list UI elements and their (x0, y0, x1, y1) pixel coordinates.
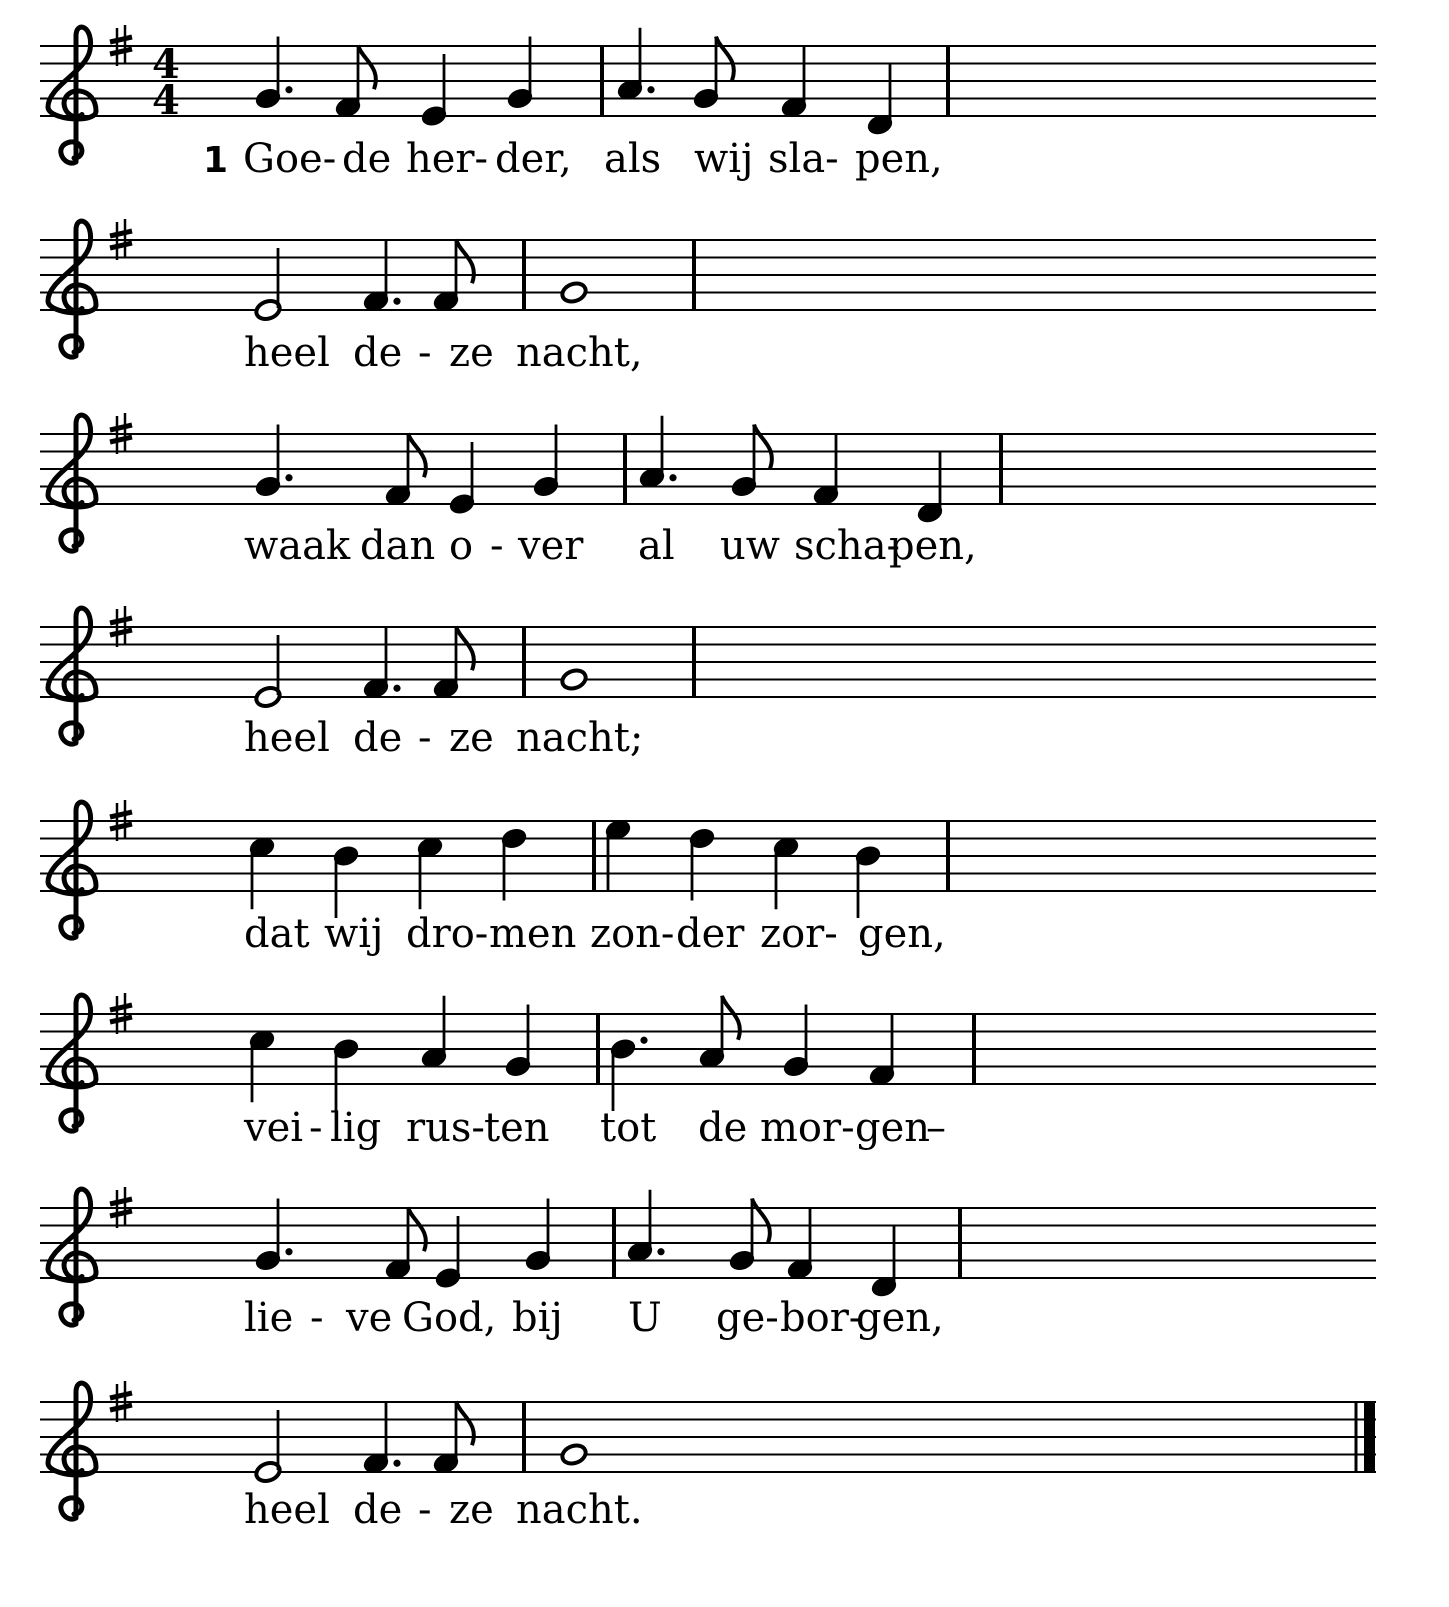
lyric-syllable: al (638, 523, 675, 569)
staff-system (40, 1381, 1376, 1533)
staff-system (40, 413, 1376, 569)
lyric-syllable: bij (512, 1295, 563, 1341)
note (866, 63, 894, 137)
note (560, 1442, 588, 1466)
augmentation-dot (669, 474, 676, 481)
note (362, 626, 401, 700)
lyric-syllable: o (449, 523, 474, 569)
lyric-syllable: her- (406, 136, 489, 182)
augmentation-dot (393, 298, 400, 305)
lyric-syllable: ver (518, 523, 584, 569)
flag (456, 239, 474, 283)
lyric-syllable: gen, (858, 911, 946, 957)
note (812, 433, 840, 507)
lyric-syllable: ge- (716, 1295, 779, 1341)
augmentation-dot (393, 1460, 400, 1467)
lyric-syllable: vei (244, 1105, 304, 1151)
lyric-syllable: der, (495, 136, 572, 182)
lyric-syllable: lig (330, 1105, 382, 1151)
note (524, 1199, 552, 1273)
flag (722, 996, 740, 1040)
lyric-syllable: nacht; (516, 715, 644, 761)
flag (408, 1207, 426, 1251)
note (332, 844, 360, 918)
staff-system (40, 993, 1376, 1151)
augmentation-dot (285, 1248, 292, 1255)
lyric-syllable: heel (244, 715, 330, 761)
lyric-syllable: dro- (406, 911, 489, 957)
note (916, 451, 944, 525)
note (248, 1028, 276, 1102)
augmentation-dot (285, 474, 292, 481)
note (416, 835, 444, 909)
lyric-syllable: ten (484, 1105, 550, 1151)
lyric-syllable: - (418, 1487, 432, 1533)
lyric-syllable: scha- (794, 523, 901, 569)
lyric-syllable: - (418, 715, 432, 761)
treble-clef-icon (48, 1383, 96, 1519)
lyric-syllable: - (490, 523, 504, 569)
lyric-syllable: ze (449, 330, 494, 376)
lyric-syllable: pen, (889, 523, 977, 569)
note (434, 1216, 462, 1290)
note (432, 239, 474, 313)
lyric-syllable: als (604, 136, 662, 182)
note (384, 433, 426, 507)
note (688, 826, 716, 900)
lyric-syllable: heel (244, 330, 330, 376)
note (384, 1207, 426, 1281)
lyric-syllable: nacht, (516, 330, 643, 376)
note (609, 1037, 648, 1111)
lyric-syllable: mor- (760, 1105, 855, 1151)
lyric-syllable: dat (244, 911, 310, 957)
notehead (560, 280, 588, 304)
flag (752, 1199, 770, 1243)
lyric-syllable: de (698, 1105, 748, 1151)
treble-clef-icon (48, 221, 96, 357)
flag (716, 37, 734, 81)
lyric-syllable: waak (244, 523, 351, 569)
lyric-syllable: God, (402, 1295, 497, 1341)
note (420, 996, 448, 1070)
augmentation-dot (647, 86, 654, 93)
flag (456, 1401, 474, 1445)
staff-system (40, 606, 1376, 761)
time-signature-bottom: 4 (152, 77, 180, 124)
note (772, 835, 800, 909)
augmentation-dot (657, 1248, 664, 1255)
lyric-syllable: tot (600, 1105, 657, 1151)
note (532, 425, 560, 499)
note (432, 1401, 474, 1475)
lyric-syllable: dan (360, 523, 436, 569)
lyric-syllable: rus- (406, 1105, 485, 1151)
lyric-syllable: zon- (590, 911, 675, 957)
note (626, 1190, 665, 1264)
lyric-syllable: - (310, 1295, 324, 1341)
lyric-syllable: de (353, 330, 403, 376)
note (500, 826, 528, 900)
treble-clef-icon (48, 415, 96, 551)
lyric-syllable: wij (694, 136, 754, 182)
lyric-syllable: lie (244, 1295, 294, 1341)
staff-system (40, 25, 1376, 182)
note (334, 45, 376, 119)
lyric-syllable: der (676, 911, 745, 957)
lyric-syllable: men (489, 911, 577, 957)
treble-clef-icon (48, 27, 96, 163)
note (332, 1037, 360, 1111)
note (638, 416, 677, 490)
lyric-syllable: Goe- (243, 136, 337, 182)
note (362, 1401, 401, 1475)
lyric-syllable: ze (449, 1487, 494, 1533)
lyric-syllable: pen, (855, 136, 943, 182)
lyric-syllable: gen (855, 1105, 931, 1151)
flag (754, 425, 772, 469)
note (780, 45, 808, 119)
lyric-syllable: de (353, 715, 403, 761)
note (782, 1005, 810, 1079)
lyric-syllable: zor- (760, 911, 838, 957)
verse-number: 1 (203, 140, 229, 181)
note (362, 239, 401, 313)
staff-system (40, 1187, 1376, 1341)
lyric-syllable: ve (346, 1295, 393, 1341)
lyric-syllable: heel (244, 1487, 330, 1533)
note (698, 996, 740, 1070)
note (560, 667, 588, 691)
flag (456, 626, 474, 670)
note (448, 442, 476, 516)
lyric-syllable: de (342, 136, 392, 182)
note (868, 1013, 896, 1087)
note (786, 1207, 814, 1281)
augmentation-dot (393, 685, 400, 692)
note (248, 835, 276, 909)
lyric-syllable: gen, (856, 1295, 944, 1341)
lyric-syllable: wij (324, 911, 384, 957)
treble-clef-icon (48, 1189, 96, 1325)
lyric-syllable: nacht. (516, 1487, 643, 1533)
treble-clef-icon (48, 802, 96, 938)
note (420, 54, 448, 128)
note (432, 626, 474, 700)
staff-system (40, 800, 1376, 957)
lyric-syllable: uw (720, 523, 780, 569)
flag (408, 433, 426, 477)
lyric-syllable: ze (449, 715, 494, 761)
augmentation-dot (640, 1037, 647, 1044)
flag (358, 45, 376, 89)
note (560, 280, 588, 304)
treble-clef-icon (48, 995, 96, 1131)
note (504, 1005, 532, 1079)
note (254, 1410, 282, 1484)
notehead (560, 1442, 588, 1466)
lyric-syllable: de (353, 1487, 403, 1533)
note (254, 248, 282, 322)
note (506, 37, 534, 111)
note (254, 635, 282, 709)
notehead (560, 667, 588, 691)
treble-clef-icon (48, 608, 96, 744)
note (854, 844, 882, 918)
lyric-syllable: – (926, 1105, 946, 1151)
note (616, 28, 655, 102)
note (604, 818, 632, 892)
lyric-syllable: - (309, 1105, 323, 1151)
time-signature-top: 4 (152, 41, 180, 88)
lyric-syllable: bor- (780, 1295, 863, 1341)
staff-system (40, 219, 1376, 376)
lyric-syllable: - (418, 330, 432, 376)
lyric-syllable: U (628, 1295, 662, 1341)
lyric-syllable: sla- (768, 136, 839, 182)
augmentation-dot (285, 86, 292, 93)
final-barline-thick (1364, 1402, 1375, 1472)
note (870, 1225, 898, 1299)
